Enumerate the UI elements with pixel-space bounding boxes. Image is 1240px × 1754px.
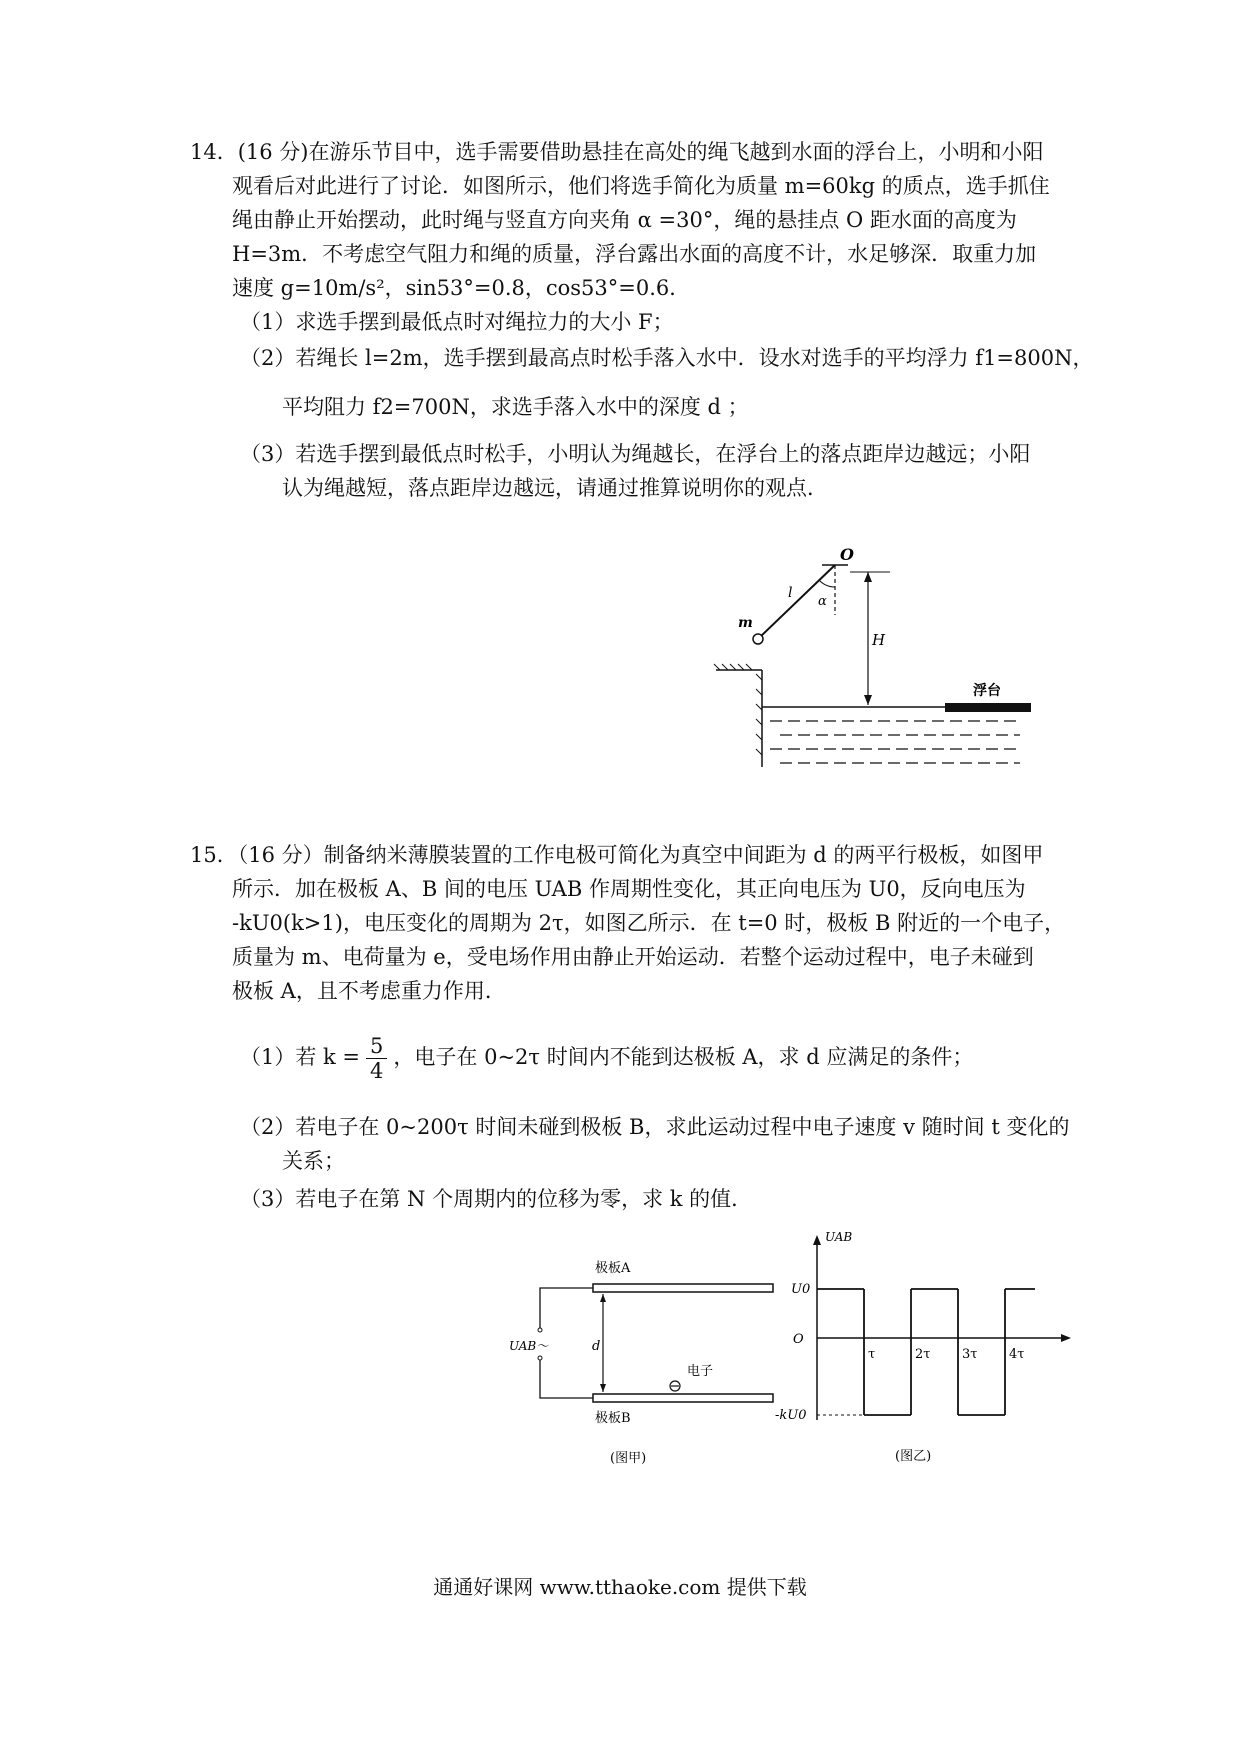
q14-line-2: 绳由静止开始摆动，此时绳与竖直方向夹角 α =30°，绳的悬挂点 O 距水面的高度为 <box>232 208 1017 232</box>
y-axis-arrow <box>813 1235 821 1245</box>
q14-part-2a: （2）若绳长 l=2m，选手摆到最高点时松手落入水中．设水对选手的平均浮力 f1=800N， <box>240 346 1094 370</box>
caption-fig-b: (图乙) <box>895 1449 932 1464</box>
x-ticks <box>868 1347 1024 1362</box>
x-axis-arrow <box>1061 1334 1071 1342</box>
label-d: d <box>592 1339 601 1354</box>
q15-part-1-post: ，电子在 0~2τ 时间内不能到达极板 A，求 d 应满足的条件； <box>393 1045 974 1069</box>
shore-hatching <box>714 664 762 755</box>
q15-line-1: 所示．加在极板 A、B 间的电压 UAB 作周期性变化，其正向电压为 U0，反向电压为 <box>232 877 1026 901</box>
terminal-bottom <box>538 1356 542 1360</box>
q15-line-2: -kU0(k>1)，电压变化的周期为 2τ，如图乙所示．在 t=0 时，极板 B 附近的一个电子， <box>232 911 1066 935</box>
footer: 通通好课网 www.tthaoke.com 提供下载 <box>433 1575 807 1599</box>
x-tick-label: τ <box>868 1347 876 1362</box>
h-arrow-top <box>864 572 872 582</box>
label-m: m <box>738 615 753 631</box>
q14-line-4: 速度 g=10m/s²，sin53°=0.8，cos53°=0.6． <box>232 276 691 300</box>
pendulum-figure <box>690 545 1050 770</box>
terminal-top <box>538 1328 542 1332</box>
label-plate-B: 极板B <box>595 1411 631 1426</box>
floating-platform <box>945 703 1031 712</box>
d-arrow-top <box>600 1294 606 1302</box>
q15-part-3: （3）若电子在第 N 个周期内的位移为零，求 k 的值． <box>240 1187 753 1211</box>
q14-line-1: 观看后对此进行了讨论．如图所示，他们将选手简化为质量 m=60kg 的质点，选手抓住 <box>232 174 1050 198</box>
q15-header: 15．（16 分）制备纳米薄膜装置的工作电极可简化为真空中间距为 d 的两平行极板，如图甲 <box>190 843 1044 867</box>
q14-header: 14．(16 分)在游乐节目中，选手需要借助悬挂在高处的绳飞越到水面的浮台上，小明和小阳 <box>190 140 1044 164</box>
wire-top <box>540 1288 593 1328</box>
label-H: H <box>872 631 886 649</box>
label-l: l <box>788 585 793 601</box>
voltage-chart <box>775 1225 1075 1480</box>
q15-part-2a: （2）若电子在 0~200τ 时间未碰到极板 B，求此运动过程中电子速度 v 随时间 t 变化的 <box>240 1115 1070 1139</box>
x-tick-label: 4τ <box>1009 1347 1025 1362</box>
x-tick-label: 2τ <box>915 1347 931 1362</box>
label-alpha: α <box>818 594 827 609</box>
capacitor-figure <box>505 1250 785 1480</box>
h-arrow-bottom <box>864 695 872 705</box>
mass-point <box>753 634 763 644</box>
label-plate-A: 极板A <box>595 1261 631 1276</box>
y-axis-label: UAB <box>825 1230 853 1244</box>
q15-part-2b: 关系； <box>282 1149 345 1173</box>
angle-arc <box>819 580 835 587</box>
fraction-numerator: 5 <box>366 1034 387 1059</box>
q14-part-3b: 认为绳越短，落点距岸边越远，请通过推算说明你的观点． <box>282 476 828 500</box>
q15-line-3: 质量为 m、电荷量为 e，受电场作用由静止开始运动．若整个运动过程中，电子未碰到 <box>232 945 1034 969</box>
fraction <box>366 1034 387 1083</box>
fraction-denominator: 4 <box>370 1059 384 1083</box>
q15-part-1-pre: （1）若 k = <box>240 1045 361 1069</box>
d-arrow-bottom <box>600 1384 606 1392</box>
label-origin: O <box>793 1332 804 1347</box>
water-lines <box>770 721 1020 763</box>
x-tick-label: 3τ <box>962 1347 978 1362</box>
q14-part-1: （1）求选手摆到最低点时对绳拉力的大小 F； <box>240 310 674 334</box>
label-U0: U0 <box>791 1282 811 1297</box>
plate-A <box>593 1284 773 1292</box>
q14-part-2b: 平均阻力 f2=700N，求选手落入水中的深度 d ； <box>282 395 749 419</box>
caption-fig-a: (图甲) <box>610 1451 647 1466</box>
label-UAB-source: UAB～ <box>509 1339 549 1353</box>
q15-line-4: 极板 A，且不考虑重力作用． <box>232 979 506 1003</box>
label-platform: 浮台 <box>973 683 1001 699</box>
wire-bottom <box>540 1360 593 1398</box>
label-electron: 电子 <box>687 1364 714 1379</box>
label-neg-kU0: -kU0 <box>775 1408 807 1423</box>
q15-part-1 <box>240 1034 973 1083</box>
label-O: O <box>840 545 854 564</box>
q14-part-3a: （3）若选手摆到最低点时松手，小明认为绳越长，在浮台上的落点距岸边越远；小阳 <box>240 442 1031 466</box>
plate-B <box>593 1394 773 1402</box>
q14-line-3: H=3m．不考虑空气阻力和绳的质量，浮台露出水面的高度不计，水足够深．取重力加 <box>232 242 1037 266</box>
